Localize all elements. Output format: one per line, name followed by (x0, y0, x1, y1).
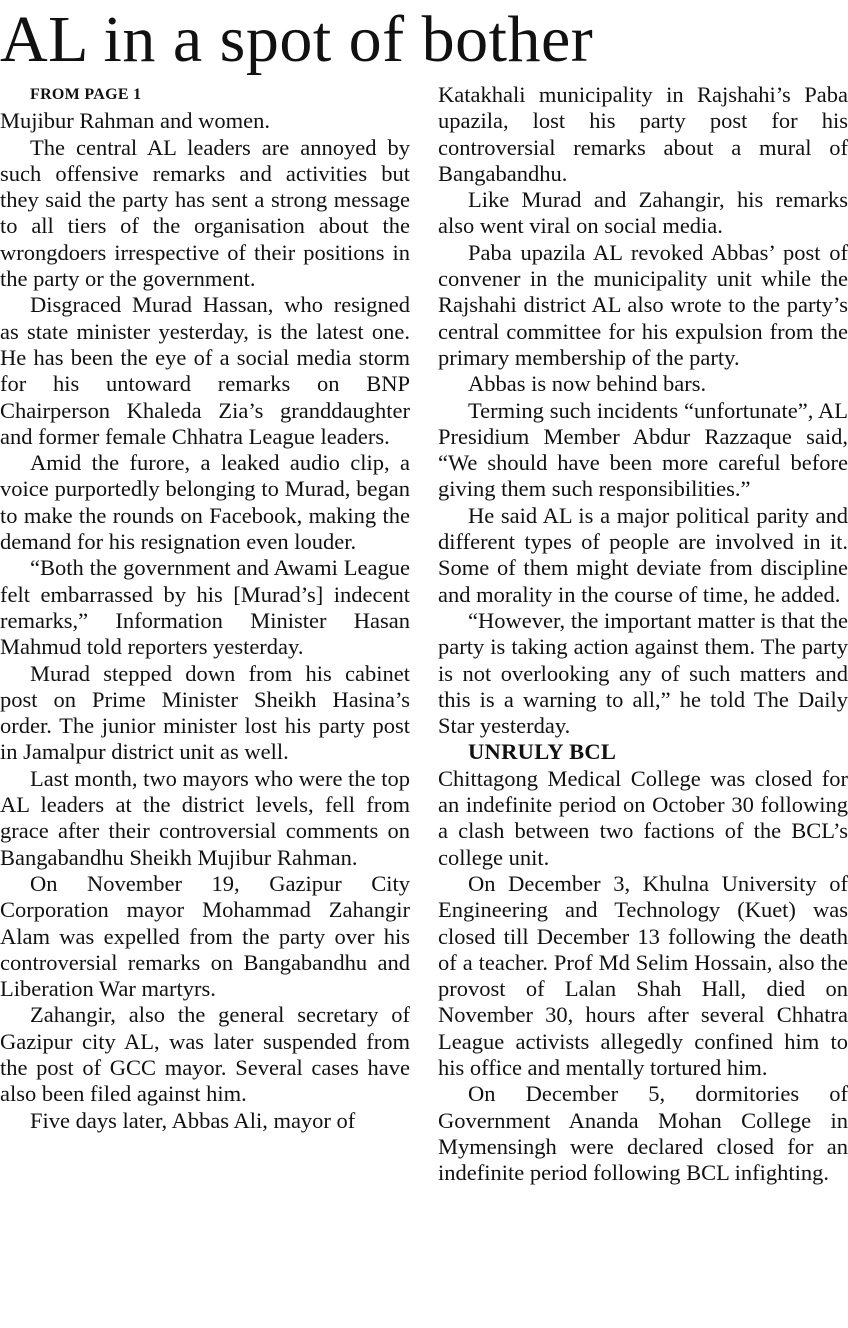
paragraph: On December 5, dormitories of Government Ananda Mohan College in Mymensingh were declared closed for an indefinite period following BCL infighting. (438, 1081, 848, 1186)
subhead: UNRULY BCL (468, 739, 617, 765)
paragraph: Like Murad and Zahangir, his remarks also went viral on social media. (438, 187, 848, 239)
paragraph: Last month, two mayors who were the top AL leaders at the district levels, fell from grace after their controversial comments on Bangabandhu Sheikh Mujibur Rahman. (0, 765, 410, 870)
paragraph: Abbas is now behind bars. (468, 371, 707, 397)
paragraph: On December 3, Khulna University of Engineering and Technology (Kuet) was closed till December 13 following the death of a teacher. Prof Md Selim Hossain, also the provost of Lalan Shah Hall, died on November 30, hours after several Chhatra League activists allegedly confined him to his office and mentally tortured him. (438, 870, 848, 1080)
from-page-label: FROM PAGE 1 (30, 86, 142, 103)
paragraph: Murad stepped down from his cabinet post on Prime Minister Sheikh Hasina’s order. The junior minister lost his party post in Jamalpur district unit as well. (0, 660, 410, 765)
paragraph: “Both the government and Awami League felt embarrassed by his [Murad’s] indecent remarks,” Information Minister Hasan Mahmud told reporters yesterday. (0, 555, 410, 660)
paragraph: Zahangir, also the general secretary of Gazipur city AL, was later suspended from the post of GCC mayor. Several cases have also been filed against him. (0, 1002, 410, 1107)
article-column-right (438, 82, 848, 1186)
paragraph: He said AL is a major political parity and different types of people are involved in it. Some of them might deviate from discipline and morality in the course of time, he added. (438, 502, 848, 607)
paragraph: On November 19, Gazipur City Corporation mayor Mohammad Zahangir Alam was expelled from the party over his controversial remarks on Bangabandhu and Liberation War martyrs. (0, 870, 410, 1002)
paragraph: Amid the furore, a leaked audio clip, a voice purportedly belonging to Murad, began to make the rounds on Facebook, making the demand for his resignation even louder. (0, 450, 410, 555)
paragraph: “However, the important matter is that the party is taking action against them. The party is not overlooking any of such matters and this is a warning to all,” he told The Daily Star yesterday. (438, 607, 848, 739)
paragraph: Paba upazila AL revoked Abbas’ post of convener in the municipality unit while the Rajshahi district AL also wrote to the party’s central committee for his expulsion from the primary membership of the party. (438, 239, 848, 370)
paragraph: Disgraced Murad Hassan, who resigned as state minister yesterday, is the latest one. He has been the eye of a social media storm for his untoward remarks on BNP Chairperson Khaleda Zia’s granddaughter and former female Chhatra League leaders. (0, 292, 410, 449)
article-column-left (0, 82, 410, 1134)
paragraph: The central AL leaders are annoyed by such offensive remarks and activities but they said the party has sent a strong message to all tiers of the organisation about the wrongdoers irrespective of their positions in the party or the government. (0, 134, 410, 292)
paragraph: Terming such incidents “unfortunate”, AL Presidium Member Abdur Razzaque said, “We should have been more careful before giving them such responsibilities.” (438, 397, 848, 502)
paragraph: Katakhali municipality in Rajshahi’s Paba upazila, lost his party post for his controversial remarks about a mural of Bangabandhu. (438, 82, 848, 186)
paragraph: Chittagong Medical College was closed for an indefinite period on October 30 following a clash between two factions of the BCL’s college unit. (438, 765, 848, 870)
headline: AL in a spot of bother (0, 3, 594, 76)
paragraph: Five days later, Abbas Ali, mayor of (30, 1107, 356, 1133)
paragraph: Mujibur Rahman and women. (0, 108, 270, 134)
